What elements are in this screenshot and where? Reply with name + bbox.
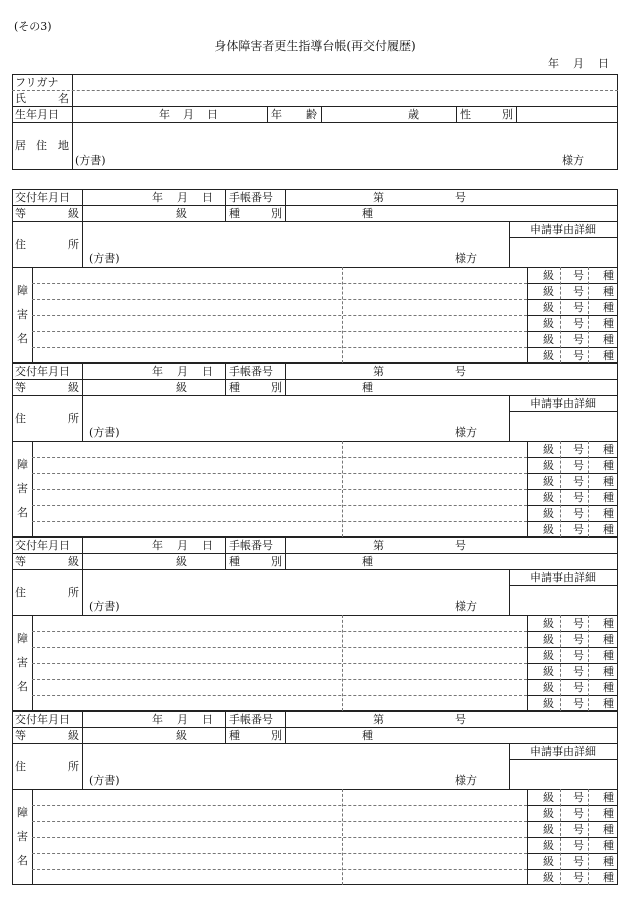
- issue-date-label: 交付年月日: [15, 365, 70, 378]
- type-label-2: 別: [271, 555, 282, 568]
- row-shu: 種: [603, 617, 614, 630]
- grade-column-divider: [527, 267, 528, 363]
- row-kyu: 級: [543, 823, 554, 836]
- row-shu: 種: [603, 665, 614, 678]
- row-shu: 種: [603, 301, 614, 314]
- row-go: 号: [573, 823, 584, 836]
- grade-row-rule: [527, 695, 618, 696]
- detail-label: 申請事由詳細: [530, 397, 596, 410]
- issue-year-unit: 年: [152, 365, 163, 378]
- type-unit: 種: [362, 207, 373, 220]
- block-rule: [12, 727, 618, 728]
- disability-row-rule: [32, 299, 527, 300]
- block-rule: [12, 553, 618, 554]
- row-go: 号: [573, 681, 584, 694]
- techo-go: 号: [455, 365, 466, 378]
- row-shu: 種: [603, 649, 614, 662]
- grade-label-2: 級: [68, 207, 79, 220]
- row-kyu: 級: [543, 791, 554, 804]
- row-go: 号: [573, 649, 584, 662]
- page-title: 身体障害者更生指導台帳(再交付履歴): [214, 39, 416, 53]
- row-shu: 種: [603, 681, 614, 694]
- disability-row-rule: [32, 695, 527, 696]
- sex-divider-left: [456, 106, 457, 122]
- disability-label-1: 障: [17, 632, 28, 645]
- row-kyu: 級: [543, 349, 554, 362]
- techo-number-label: 手帳番号: [229, 365, 273, 378]
- grade-row-rule: [527, 283, 618, 284]
- birth-label: 生年月日: [15, 108, 59, 121]
- kyu-divider: [560, 789, 561, 885]
- techo-divider-left: [225, 189, 226, 221]
- row-go: 号: [573, 697, 584, 710]
- row-kyu: 級: [543, 523, 554, 536]
- row-shu: 種: [603, 269, 614, 282]
- disability-label-1: 障: [17, 458, 28, 471]
- go-divider: [588, 789, 589, 885]
- disability-row-rule: [32, 837, 527, 838]
- kyu-divider: [560, 441, 561, 537]
- type-label-1: 種: [229, 555, 240, 568]
- issue-date-label: 交付年月日: [15, 191, 70, 204]
- name-label-1: 氏: [15, 92, 26, 105]
- katagaki-label: (方書): [89, 252, 120, 265]
- address-label-1: 住: [15, 412, 26, 425]
- samakata-label: 様方: [455, 774, 477, 787]
- grade-column-divider: [527, 789, 528, 885]
- grade-row-rule: [527, 647, 618, 648]
- grade-label-2: 級: [68, 729, 79, 742]
- birth-year-unit: 年: [159, 108, 170, 121]
- disability-mid-divider: [342, 441, 343, 537]
- grade-label-1: 等: [15, 207, 26, 220]
- row-go: 号: [573, 633, 584, 646]
- label-column-divider: [82, 537, 83, 615]
- row-shu: 種: [603, 349, 614, 362]
- row-kyu: 級: [543, 633, 554, 646]
- row-go: 号: [573, 317, 584, 330]
- date-day-unit: 日: [598, 57, 609, 70]
- disability-row-rule: [32, 853, 527, 854]
- detail-rule: [509, 585, 618, 586]
- techo-dai: 第: [373, 713, 384, 726]
- address-label-2: 所: [68, 412, 79, 425]
- detail-divider: [509, 569, 510, 615]
- techo-divider-right: [285, 363, 286, 395]
- disability-row-rule: [32, 473, 527, 474]
- grade-unit: 級: [176, 555, 187, 568]
- address-label-1: 住: [15, 586, 26, 599]
- row-shu: 種: [603, 507, 614, 520]
- grade-row-rule: [527, 805, 618, 806]
- row-go: 号: [573, 617, 584, 630]
- label-column-divider: [82, 363, 83, 441]
- grade-unit: 級: [176, 729, 187, 742]
- row-kyu: 級: [543, 839, 554, 852]
- grade-row-rule: [527, 489, 618, 490]
- row-kyu: 級: [543, 507, 554, 520]
- issue-month-unit: 月: [177, 539, 188, 552]
- grade-row-rule: [527, 505, 618, 506]
- techo-go: 号: [455, 713, 466, 726]
- address-label-2: 所: [68, 238, 79, 251]
- birth-day-unit: 日: [207, 108, 218, 121]
- row-shu: 種: [603, 633, 614, 646]
- type-unit: 種: [362, 555, 373, 568]
- grade-unit: 級: [176, 207, 187, 220]
- grade-label-1: 等: [15, 381, 26, 394]
- type-label-2: 別: [271, 729, 282, 742]
- row-kyu: 級: [543, 697, 554, 710]
- date-year-unit: 年: [548, 57, 559, 70]
- grade-label-1: 等: [15, 555, 26, 568]
- sex-divider-right: [516, 106, 517, 122]
- issue-day-unit: 日: [202, 365, 213, 378]
- grade-unit: 級: [176, 381, 187, 394]
- address-label-2: 所: [68, 586, 79, 599]
- furigana-label: フリガナ: [15, 76, 59, 89]
- disability-row-rule: [32, 631, 527, 632]
- row-kyu: 級: [543, 285, 554, 298]
- row-kyu: 級: [543, 333, 554, 346]
- row-kyu: 級: [543, 475, 554, 488]
- sex-label-1: 性: [460, 108, 471, 121]
- block-rule: [12, 395, 618, 396]
- row-go: 号: [573, 333, 584, 346]
- disability-label-3: 名: [17, 680, 28, 693]
- disability-label-1: 障: [17, 284, 28, 297]
- issue-day-unit: 日: [202, 191, 213, 204]
- disability-row-rule: [32, 505, 527, 506]
- age-unit: 歳: [408, 108, 419, 121]
- row-go: 号: [573, 285, 584, 298]
- katagaki-label: (方書): [89, 600, 120, 613]
- address-label-2: 住: [36, 139, 47, 152]
- grade-label-2: 級: [68, 555, 79, 568]
- grade-label-1: 等: [15, 729, 26, 742]
- type-label-2: 別: [271, 207, 282, 220]
- disability-row-rule: [32, 679, 527, 680]
- row-shu: 種: [603, 459, 614, 472]
- techo-divider-right: [285, 189, 286, 221]
- row-shu: 種: [603, 791, 614, 804]
- row-kyu: 級: [543, 855, 554, 868]
- block-rule: [12, 569, 618, 570]
- issue-year-unit: 年: [152, 191, 163, 204]
- samakata-label: 様方: [562, 154, 584, 167]
- row-go: 号: [573, 839, 584, 852]
- row-shu: 種: [603, 697, 614, 710]
- grade-row-rule: [527, 457, 618, 458]
- disability-label-1: 障: [17, 806, 28, 819]
- katagaki-label: (方書): [75, 154, 106, 167]
- row-shu: 種: [603, 475, 614, 488]
- age-label-2: 齢: [306, 108, 317, 121]
- block-rule: [12, 205, 618, 206]
- techo-dai: 第: [373, 191, 384, 204]
- sex-label-2: 別: [502, 108, 513, 121]
- techo-number-label: 手帳番号: [229, 539, 273, 552]
- disability-label-2: 害: [17, 656, 28, 669]
- row-go: 号: [573, 475, 584, 488]
- grade-row-rule: [527, 331, 618, 332]
- name-label-2: 名: [58, 92, 69, 105]
- address-label-1: 住: [15, 238, 26, 251]
- row-kyu: 級: [543, 301, 554, 314]
- katagaki-label: (方書): [89, 774, 120, 787]
- techo-number-label: 手帳番号: [229, 191, 273, 204]
- disability-row-rule: [32, 347, 527, 348]
- katagaki-label: (方書): [89, 426, 120, 439]
- issue-year-unit: 年: [152, 539, 163, 552]
- disability-mid-divider: [342, 267, 343, 363]
- grade-column-divider: [527, 441, 528, 537]
- detail-rule: [509, 237, 618, 238]
- techo-divider-left: [225, 711, 226, 743]
- detail-label: 申請事由詳細: [530, 745, 596, 758]
- issue-date-label: 交付年月日: [15, 713, 70, 726]
- go-divider: [588, 267, 589, 363]
- samakata-label: 様方: [455, 600, 477, 613]
- row-kyu: 級: [543, 807, 554, 820]
- row-kyu: 級: [543, 649, 554, 662]
- disability-row-rule: [32, 821, 527, 822]
- techo-go: 号: [455, 191, 466, 204]
- row-go: 号: [573, 301, 584, 314]
- type-label-1: 種: [229, 207, 240, 220]
- label-column-divider: [82, 711, 83, 789]
- row-kyu: 級: [543, 665, 554, 678]
- issue-day-unit: 日: [202, 713, 213, 726]
- age-divider-right: [321, 106, 322, 122]
- kyu-divider: [560, 615, 561, 711]
- row-go: 号: [573, 491, 584, 504]
- type-unit: 種: [362, 729, 373, 742]
- birth-month-unit: 月: [183, 108, 194, 121]
- label-column-divider: [82, 189, 83, 267]
- techo-divider-right: [285, 537, 286, 569]
- grade-row-rule: [527, 679, 618, 680]
- row-go: 号: [573, 459, 584, 472]
- row-go: 号: [573, 665, 584, 678]
- techo-go: 号: [455, 539, 466, 552]
- page-label: (その3): [14, 20, 52, 33]
- row-shu: 種: [603, 871, 614, 884]
- techo-divider-left: [225, 363, 226, 395]
- date-month-unit: 月: [573, 57, 584, 70]
- row-shu: 種: [603, 317, 614, 330]
- birth-divider: [12, 122, 618, 123]
- disability-mid-divider: [342, 789, 343, 885]
- type-label-1: 種: [229, 381, 240, 394]
- issue-day-unit: 日: [202, 539, 213, 552]
- disability-mid-divider: [342, 615, 343, 711]
- row-kyu: 級: [543, 491, 554, 504]
- issue-month-unit: 月: [177, 191, 188, 204]
- row-kyu: 級: [543, 459, 554, 472]
- block-rule: [12, 221, 618, 222]
- detail-divider: [509, 743, 510, 789]
- row-go: 号: [573, 523, 584, 536]
- kyu-divider: [560, 267, 561, 363]
- disability-label-2: 害: [17, 308, 28, 321]
- row-kyu: 級: [543, 681, 554, 694]
- row-shu: 種: [603, 823, 614, 836]
- row-go: 号: [573, 349, 584, 362]
- detail-label: 申請事由詳細: [530, 223, 596, 236]
- disability-row-rule: [32, 457, 527, 458]
- row-go: 号: [573, 507, 584, 520]
- go-divider: [588, 441, 589, 537]
- row-go: 号: [573, 269, 584, 282]
- disability-label-3: 名: [17, 854, 28, 867]
- detail-divider: [509, 395, 510, 441]
- detail-rule: [509, 411, 618, 412]
- grade-row-rule: [527, 821, 618, 822]
- row-shu: 種: [603, 839, 614, 852]
- techo-dai: 第: [373, 365, 384, 378]
- type-unit: 種: [362, 381, 373, 394]
- samakata-label: 様方: [455, 426, 477, 439]
- disability-label-2: 害: [17, 830, 28, 843]
- row-kyu: 級: [543, 269, 554, 282]
- grade-row-rule: [527, 837, 618, 838]
- row-shu: 種: [603, 807, 614, 820]
- row-go: 号: [573, 871, 584, 884]
- grade-row-rule: [527, 299, 618, 300]
- disability-row-rule: [32, 315, 527, 316]
- disability-label-3: 名: [17, 332, 28, 345]
- row-shu: 種: [603, 285, 614, 298]
- grade-label-2: 級: [68, 381, 79, 394]
- techo-divider-right: [285, 711, 286, 743]
- row-go: 号: [573, 791, 584, 804]
- furigana-divider: [12, 90, 618, 91]
- row-kyu: 級: [543, 443, 554, 456]
- block-rule: [12, 379, 618, 380]
- issue-month-unit: 月: [177, 365, 188, 378]
- grade-row-rule: [527, 853, 618, 854]
- disability-row-rule: [32, 331, 527, 332]
- row-shu: 種: [603, 855, 614, 868]
- row-kyu: 級: [543, 871, 554, 884]
- address-label-3: 地: [58, 139, 69, 152]
- disability-label-3: 名: [17, 506, 28, 519]
- detail-label: 申請事由詳細: [530, 571, 596, 584]
- row-go: 号: [573, 807, 584, 820]
- detail-rule: [509, 759, 618, 760]
- row-shu: 種: [603, 491, 614, 504]
- row-kyu: 級: [543, 317, 554, 330]
- techo-dai: 第: [373, 539, 384, 552]
- disability-row-rule: [32, 283, 527, 284]
- grade-column-divider: [527, 615, 528, 711]
- techo-number-label: 手帳番号: [229, 713, 273, 726]
- techo-divider-left: [225, 537, 226, 569]
- row-go: 号: [573, 443, 584, 456]
- age-divider-left: [267, 106, 268, 122]
- go-divider: [588, 615, 589, 711]
- address-label-1: 住: [15, 760, 26, 773]
- type-label-1: 種: [229, 729, 240, 742]
- disability-row-rule: [32, 663, 527, 664]
- grade-row-rule: [527, 869, 618, 870]
- issue-year-unit: 年: [152, 713, 163, 726]
- disability-row-rule: [32, 647, 527, 648]
- grade-row-rule: [527, 473, 618, 474]
- address-label-1: 居: [15, 139, 26, 152]
- grade-row-rule: [527, 663, 618, 664]
- grade-row-rule: [527, 631, 618, 632]
- type-label-2: 別: [271, 381, 282, 394]
- row-go: 号: [573, 855, 584, 868]
- disability-label-2: 害: [17, 482, 28, 495]
- row-shu: 種: [603, 523, 614, 536]
- issue-date-label: 交付年月日: [15, 539, 70, 552]
- row-shu: 種: [603, 333, 614, 346]
- grade-row-rule: [527, 347, 618, 348]
- grade-row-rule: [527, 521, 618, 522]
- disability-row-rule: [32, 521, 527, 522]
- disability-row-rule: [32, 869, 527, 870]
- address-label-2: 所: [68, 760, 79, 773]
- row-kyu: 級: [543, 617, 554, 630]
- samakata-label: 様方: [455, 252, 477, 265]
- block-rule: [12, 743, 618, 744]
- row-shu: 種: [603, 443, 614, 456]
- name-divider: [12, 106, 618, 107]
- age-label-1: 年: [271, 108, 282, 121]
- grade-row-rule: [527, 315, 618, 316]
- disability-row-rule: [32, 489, 527, 490]
- detail-divider: [509, 221, 510, 267]
- issue-month-unit: 月: [177, 713, 188, 726]
- disability-row-rule: [32, 805, 527, 806]
